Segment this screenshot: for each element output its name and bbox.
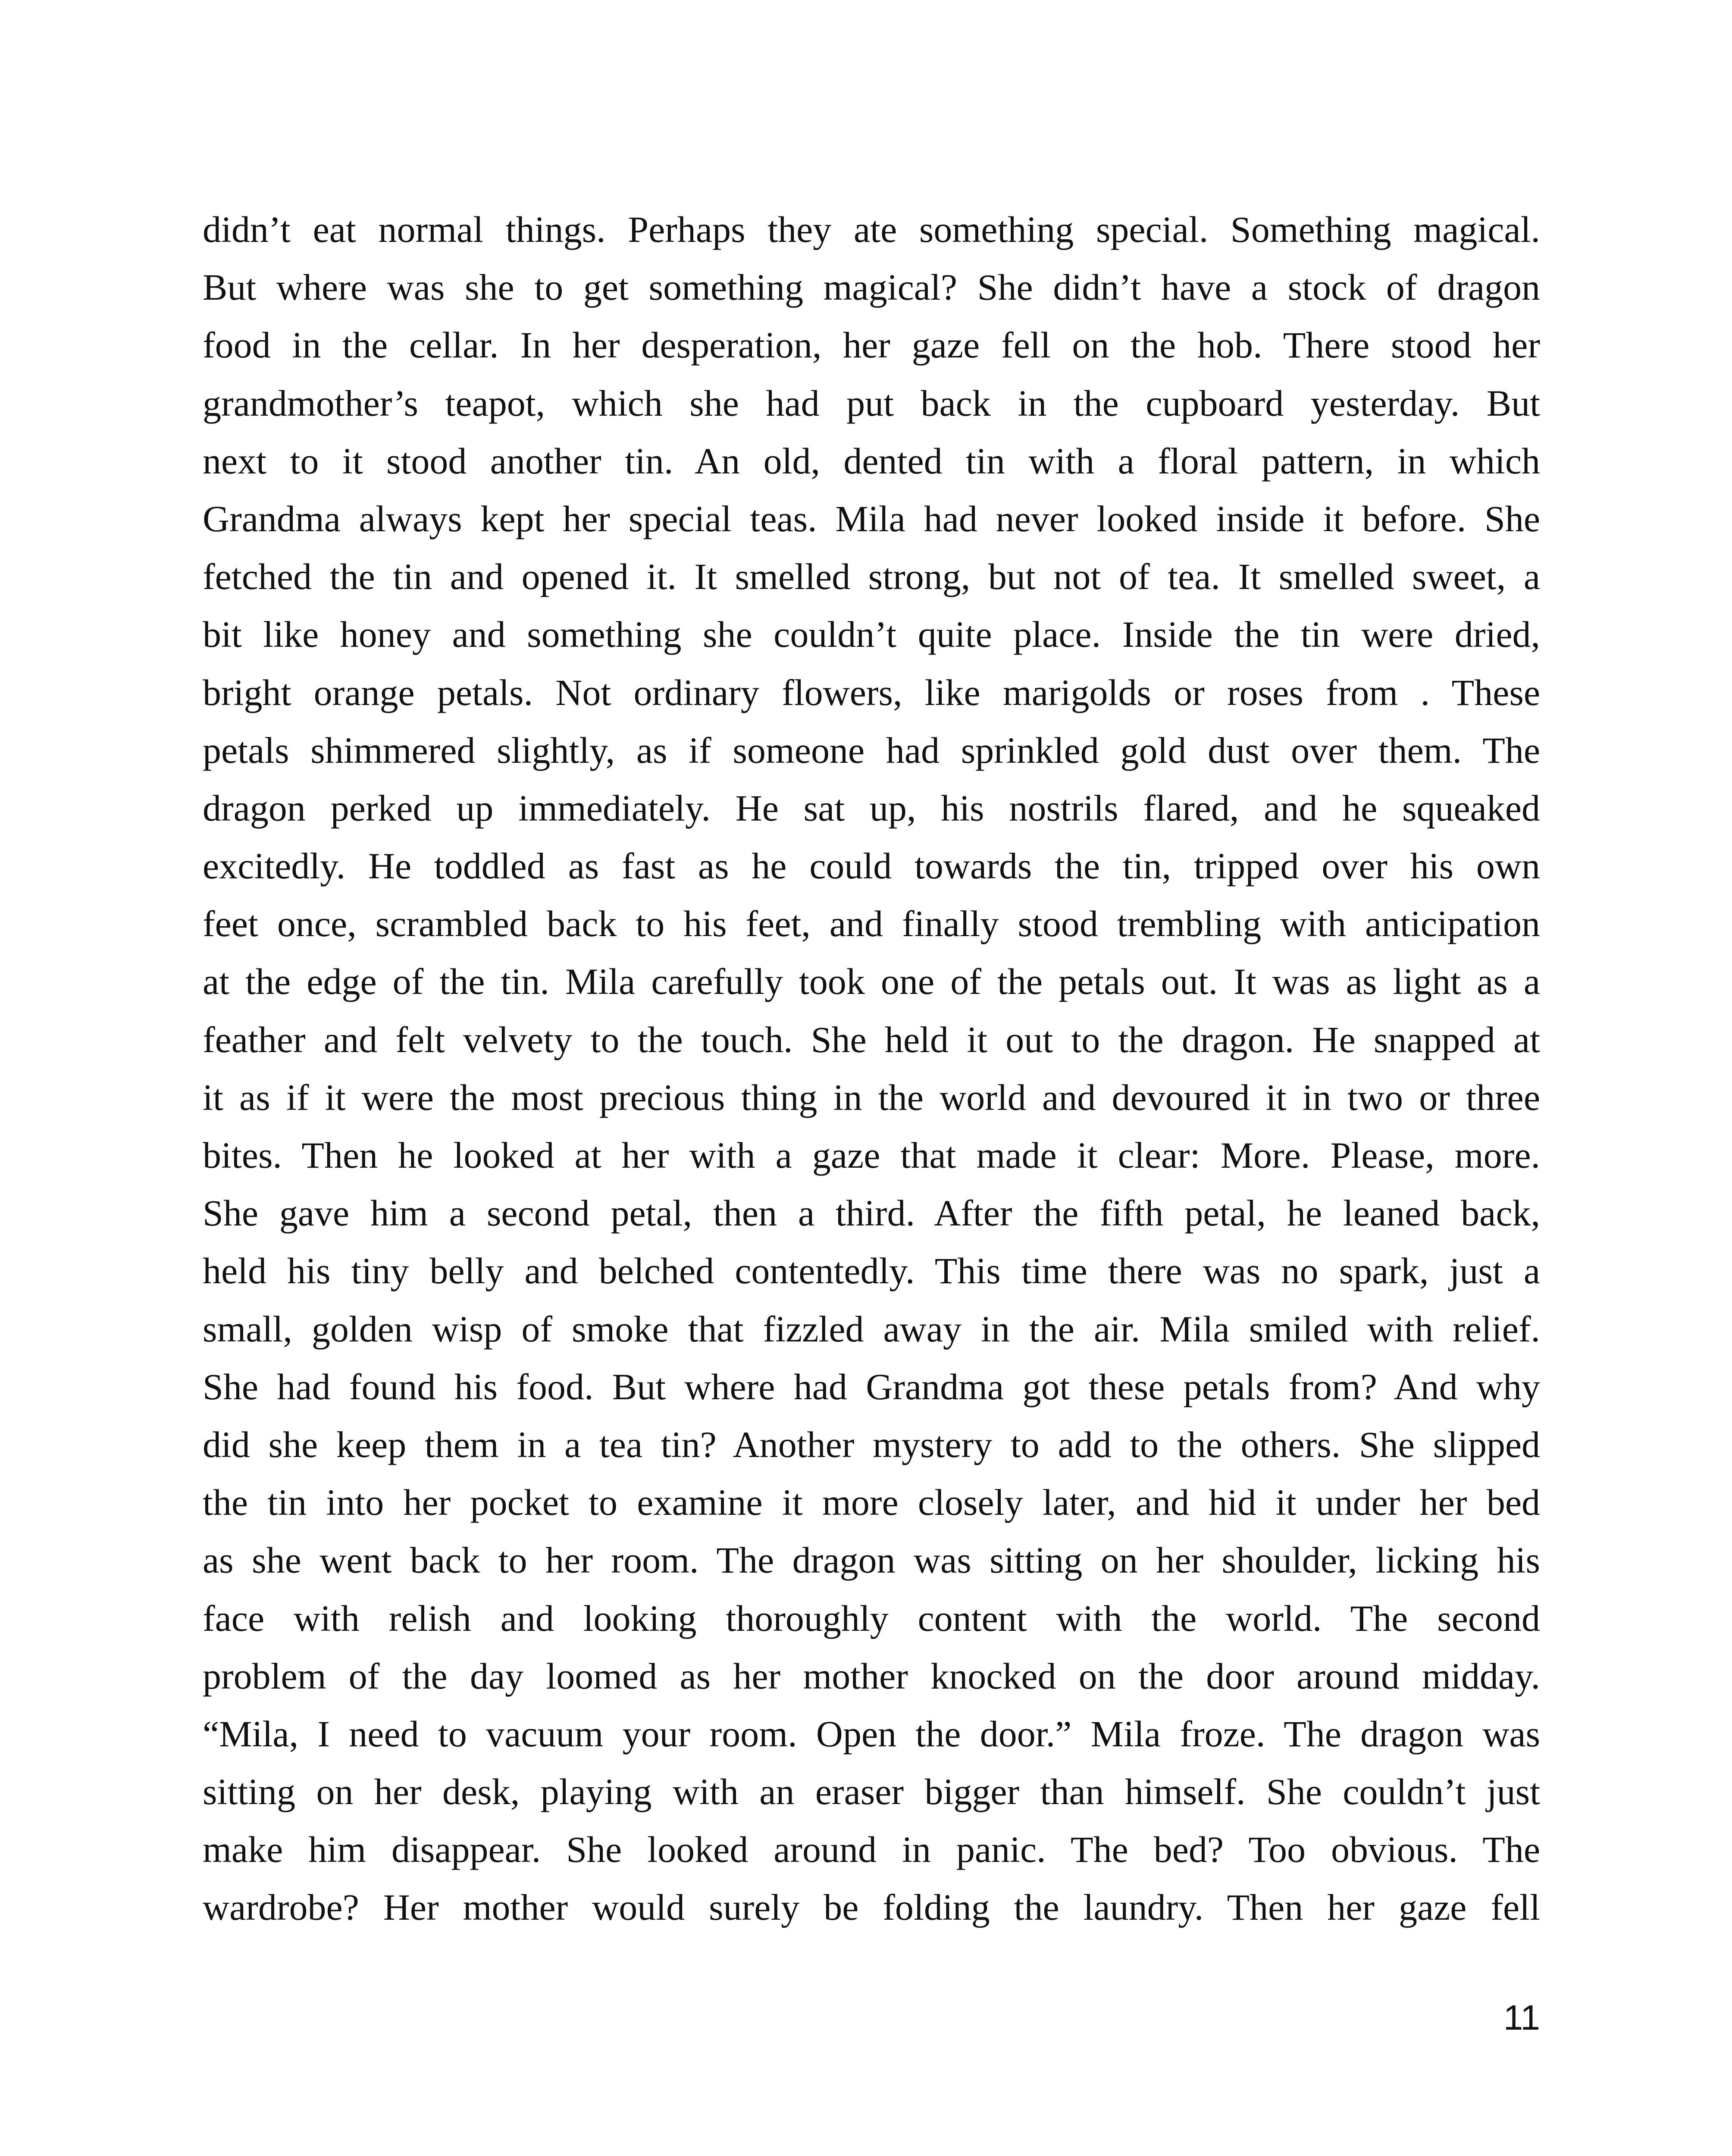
text-line: fetched the tin and opened it. It smelled strong, but not of tea. It smelled sweet, a (203, 556, 1540, 598)
text-line: did she keep them in a tea tin? Another mystery to add to the others. She slipped (203, 1423, 1540, 1465)
text-line: bright orange petals. Not ordinary flowers, like marigolds or roses from . These (203, 671, 1540, 713)
text-line: as she went back to her room. The dragon was sitting on her shoulder, licking his (203, 1539, 1540, 1581)
page-number: 11 (1503, 1998, 1540, 2037)
text-line: excitedly. He toddled as fast as he could towards the tin, tripped over his own (203, 845, 1540, 887)
text-line: She had found his food. But where had Grandma got these petals from? And why (203, 1366, 1540, 1407)
text-line: bit like honey and something she couldn’t quite place. Inside the tin were dried, (203, 614, 1540, 655)
text-line: problem of the day loomed as her mother knocked on the door around midday. (203, 1655, 1540, 1697)
text-line: feather and felt velvety to the touch. She held it out to the dragon. He snapped at (203, 1018, 1540, 1060)
text-line: But where was she to get something magical? She didn’t have a stock of dragon (203, 266, 1540, 308)
text-line: make him disappear. She looked around in panic. The bed? Too obvious. The (203, 1829, 1540, 1871)
text-line: the tin into her pocket to examine it more closely later, and hid it under her bed (203, 1482, 1540, 1523)
text-line: feet once, scrambled back to his feet, and finally stood trembling with anticipation (203, 903, 1540, 945)
text-line: grandmother’s teapot, which she had put back in the cupboard yesterday. But (203, 382, 1540, 424)
text-line: at the edge of the tin. Mila carefully took one of the petals out. It was as light as a (203, 961, 1540, 1003)
text-line: held his tiny belly and belched contentedly. This time there was no spark, just a (203, 1250, 1540, 1292)
text-line: Grandma always kept her special teas. Mila had never looked inside it before. She (203, 498, 1540, 539)
text-line: next to it stood another tin. An old, dented tin with a floral pattern, in which (203, 440, 1540, 482)
text-line: She gave him a second petal, then a third. After the fifth petal, he leaned back, (203, 1192, 1540, 1234)
text-line: bites. Then he looked at her with a gaze that made it clear: More. Please, more. (203, 1134, 1540, 1176)
text-line: face with relish and looking thoroughly content with the world. The second (203, 1597, 1540, 1639)
body-text (203, 201, 1540, 1937)
text-line: sitting on her desk, playing with an eraser bigger than himself. She couldn’t just (203, 1771, 1540, 1813)
text-line: small, golden wisp of smoke that fizzled away in the air. Mila smiled with relief. (203, 1308, 1540, 1350)
text-line: food in the cellar. In her desperation, her gaze fell on the hob. There stood her (203, 324, 1540, 366)
text-line: wardrobe? Her mother would surely be folding the laundry. Then her gaze fell (203, 1887, 1540, 1928)
text-line: didn’t eat normal things. Perhaps they ate something special. Something magical. (203, 209, 1540, 250)
text-line: dragon perked up immediately. He sat up, his nostrils flared, and he squeaked (203, 787, 1540, 829)
text-line: it as if it were the most precious thing in the world and devoured it in two or three (203, 1076, 1540, 1118)
text-line: petals shimmered slightly, as if someone had sprinkled gold dust over them. The (203, 729, 1540, 771)
text-line: “Mila, I need to vacuum your room. Open the door.” Mila froze. The dragon was (203, 1713, 1540, 1755)
